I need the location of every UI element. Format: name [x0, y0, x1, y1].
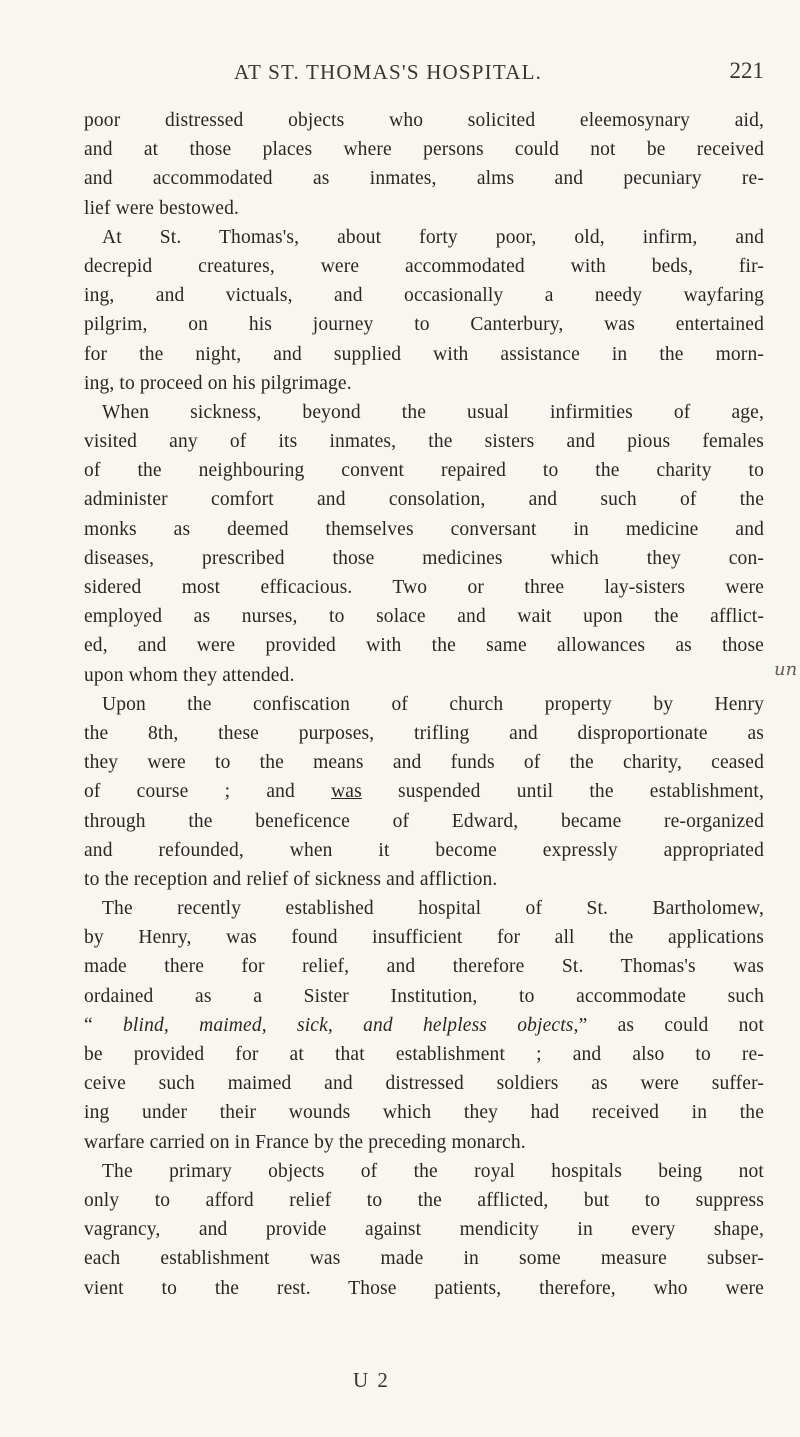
page-number: 221 [729, 58, 764, 83]
text-line: and at those places where persons could not be received [84, 139, 764, 161]
body-text [84, 106, 764, 1303]
text-line: administer comfort and consolation, and such of the [84, 489, 764, 511]
text-line-with-underline [84, 777, 764, 806]
text-line-with-quote [84, 1011, 764, 1040]
text-line: pilgrim, on his journey to Canterbury, was entertained [84, 314, 764, 336]
text-line: sidered most efficacious. Two or three lay-sisters were [84, 577, 764, 598]
text-line: each establishment was made in some measure subser- [84, 1248, 764, 1270]
text-span: as could not [617, 1014, 765, 1036]
running-title: AT ST. THOMAS'S HOSPITAL. [234, 60, 543, 84]
text-span: of course ; and [84, 781, 295, 803]
text-line: ordained as a Sister Institution, to accommodate such [84, 985, 764, 1007]
handwritten-margin-note: un [774, 659, 798, 680]
paragraph-start-line: Upon the confiscation of church property by Henry [102, 693, 764, 715]
text-line: poor distressed objects who solicited eleemosynary aid, [84, 110, 764, 131]
text-line: employed as nurses, to solace and wait upon the afflict- [84, 606, 764, 628]
text-line: ing, and victuals, and occasionally a needy wayfaring [84, 285, 764, 307]
text-line: of the neighbouring convent repaired to the charity to [84, 460, 764, 482]
open-quote: “ [84, 1014, 93, 1036]
text-line: and accommodated as inmates, alms and pecuniary re- [84, 168, 764, 190]
text-line: to the reception and relief of sickness and affliction. [84, 868, 498, 890]
text-line: visited any of its inmates, the sisters and pious females [84, 431, 764, 453]
printer-signature-mark: U 2 [353, 1368, 390, 1392]
text-line: by Henry, was found insufficient for all the applications [84, 927, 764, 949]
text-line: upon whom they attended. [84, 664, 295, 686]
text-line: be provided for at that establishment ; and also to re- [84, 1044, 764, 1065]
text-line: through the beneficence of Edward, became re-organized [84, 810, 764, 832]
italic-quotation: blind, maimed, sick, and helpless objects, [123, 1014, 579, 1036]
text-line: and refounded, when it become expressly appropriated [84, 839, 764, 861]
text-line: ing, to proceed on his pilgrimage. [84, 372, 352, 394]
running-head [84, 60, 764, 90]
text-line: they were to the means and funds of the charity, ceased [84, 752, 764, 774]
text-line: vient to the rest. Those patients, therefore, who were [84, 1277, 764, 1299]
text-line: diseases, prescribed those medicines which they con- [84, 547, 764, 569]
text-line: monks as deemed themselves conversant in medicine and [84, 518, 764, 540]
text-line: lief were bestowed. [84, 197, 239, 219]
text-line: ceive such maimed and distressed soldiers as were suffer- [84, 1073, 764, 1095]
close-quote: ” [578, 1014, 588, 1036]
paragraph-start-line: The primary objects of the royal hospitals being not [102, 1160, 764, 1182]
text-line: only to afford relief to the afflicted, but to suppress [84, 1189, 764, 1211]
text-line: for the night, and supplied with assistance in the morn- [84, 343, 764, 365]
text-line: ed, and were provided with the same allowances as those [84, 635, 764, 657]
text-span: suspended until the establishment, [398, 781, 764, 803]
underlined-word: was [331, 781, 362, 803]
text-line: warfare carried on in France by the preceding monarch. [84, 1131, 526, 1153]
text-line: made there for relief, and therefore St. Thomas's was [84, 956, 764, 978]
text-line: ing under their wounds which they had received in the [84, 1102, 764, 1124]
text-line: decrepid creatures, were accommodated with beds, fir- [84, 255, 764, 277]
text-line: vagrancy, and provide against mendicity in every shape, [84, 1219, 764, 1241]
text-line: the 8th, these purposes, trifling and disproportionate as [84, 722, 764, 744]
paragraph-start-line: The recently established hospital of St. Bartholomew, [102, 898, 764, 920]
paragraph-start-line: When sickness, beyond the usual infirmities of age, [102, 401, 764, 423]
paragraph-start-line: At St. Thomas's, about forty poor, old, infirm, and [102, 226, 764, 248]
